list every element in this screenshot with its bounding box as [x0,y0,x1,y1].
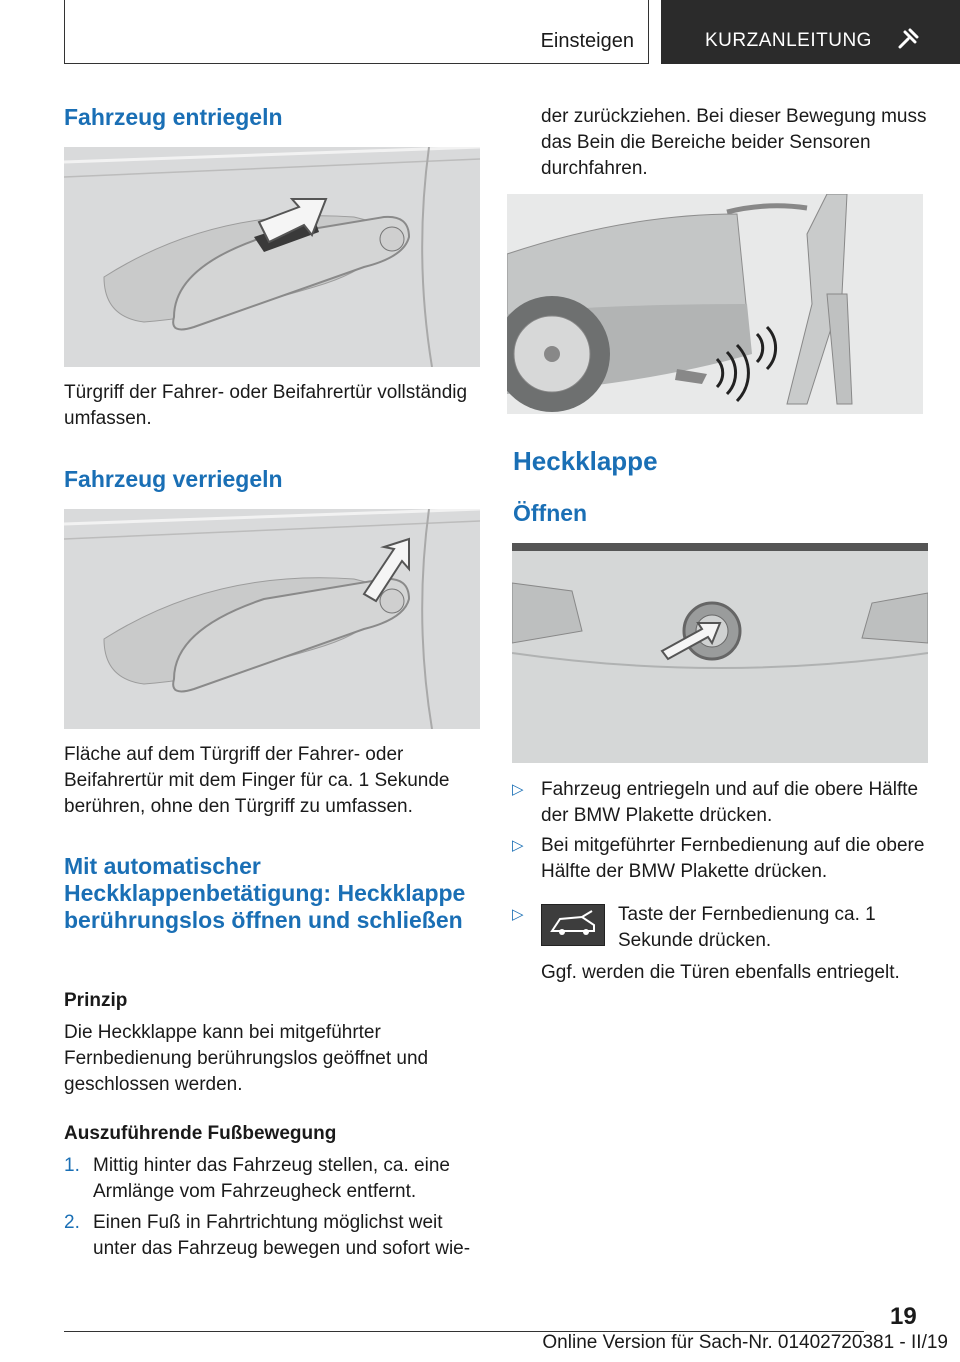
bullet-item [512,777,932,829]
heading-unlock: Fahrzeug entriegeln [64,104,283,130]
kick-sensor-illustration [507,194,923,414]
bmw-emblem-illustration [512,543,928,763]
bullet-text: Taste der Fernbedienung ca. 1 Sekunde drücken. [618,904,876,951]
lock-text: Fläche auf dem Türgriff der Fahrer- oder Beifahrertür mit dem Finger für ca. 1 Sekunde berühren, ohne den Türgriff zu umfassen. [64,744,450,817]
heading-foot-motion: Auszuführende Fußbewegung [64,1123,337,1144]
door-handle-lock-illustration [64,509,480,729]
principle-text: Die Heckklappe kann bei mitgeführter Fernbedienung berührungslos geöffnet und geschlossen werden. [64,1022,429,1095]
step-text: Mittig hinter das Fahrzeug stellen, ca. eine Armlänge vom Fahrzeugheck entfernt. [93,1155,450,1202]
chapter-title: KURZANLEITUNG [705,30,872,51]
step-item [64,1153,484,1205]
header-section-box [64,0,649,64]
heading-open: Öffnen [513,500,588,526]
triangle-bullet-icon: ▷ [512,837,524,854]
heading-tailgate: Heckklappe [513,446,658,476]
heading-principle: Prinzip [64,990,128,1011]
triangle-bullet-icon: ▷ [512,906,524,923]
unlock-text: Türgriff der Fahrer- oder Beifahrertür vollständig umfassen. [64,382,468,429]
step-continuation-text: der zurückziehen. Bei dieser Bewegung muss das Bein die Bereiche beider Sensoren durchfahren. [541,106,927,179]
heading-lock: Fahrzeug verriegeln [64,466,283,492]
page-number: 19 [890,1303,917,1330]
bullet-text: Fahrzeug entriegeln und auf die obere Hälfte der BMW Plakette drücken. [541,779,919,826]
tailgate-button-icon [541,904,605,946]
note-text: Ggf. werden die Türen ebenfalls entriegelt. [541,962,900,983]
online-version-text: Online Version für Sach-Nr. 01402720381 - II/19 [542,1332,948,1353]
step-text: Einen Fuß in Fahrtrichtung möglichst weit unter das Fahrzeug bewegen und sofort wie- [93,1212,471,1259]
triangle-bullet-icon: ▷ [512,781,524,798]
bullet-text: Bei mitgeführter Fernbedienung auf die obere Hälfte der BMW Plakette drücken. [541,835,925,882]
bullet-item [512,902,932,954]
section-title: Einsteigen [540,30,634,52]
bullet-item [512,833,932,885]
heading-auto-tailgate: Mit automatischer Heckklappenbetätigung: Heckklappe berührungslos öffnen und schließen [64,853,466,933]
step-number: 1. [64,1155,80,1176]
wrench-icon [897,28,919,55]
header-chapter-tab [661,0,960,64]
step-number: 2. [64,1212,80,1233]
door-handle-unlock-illustration [64,147,480,367]
step-item [64,1210,484,1262]
